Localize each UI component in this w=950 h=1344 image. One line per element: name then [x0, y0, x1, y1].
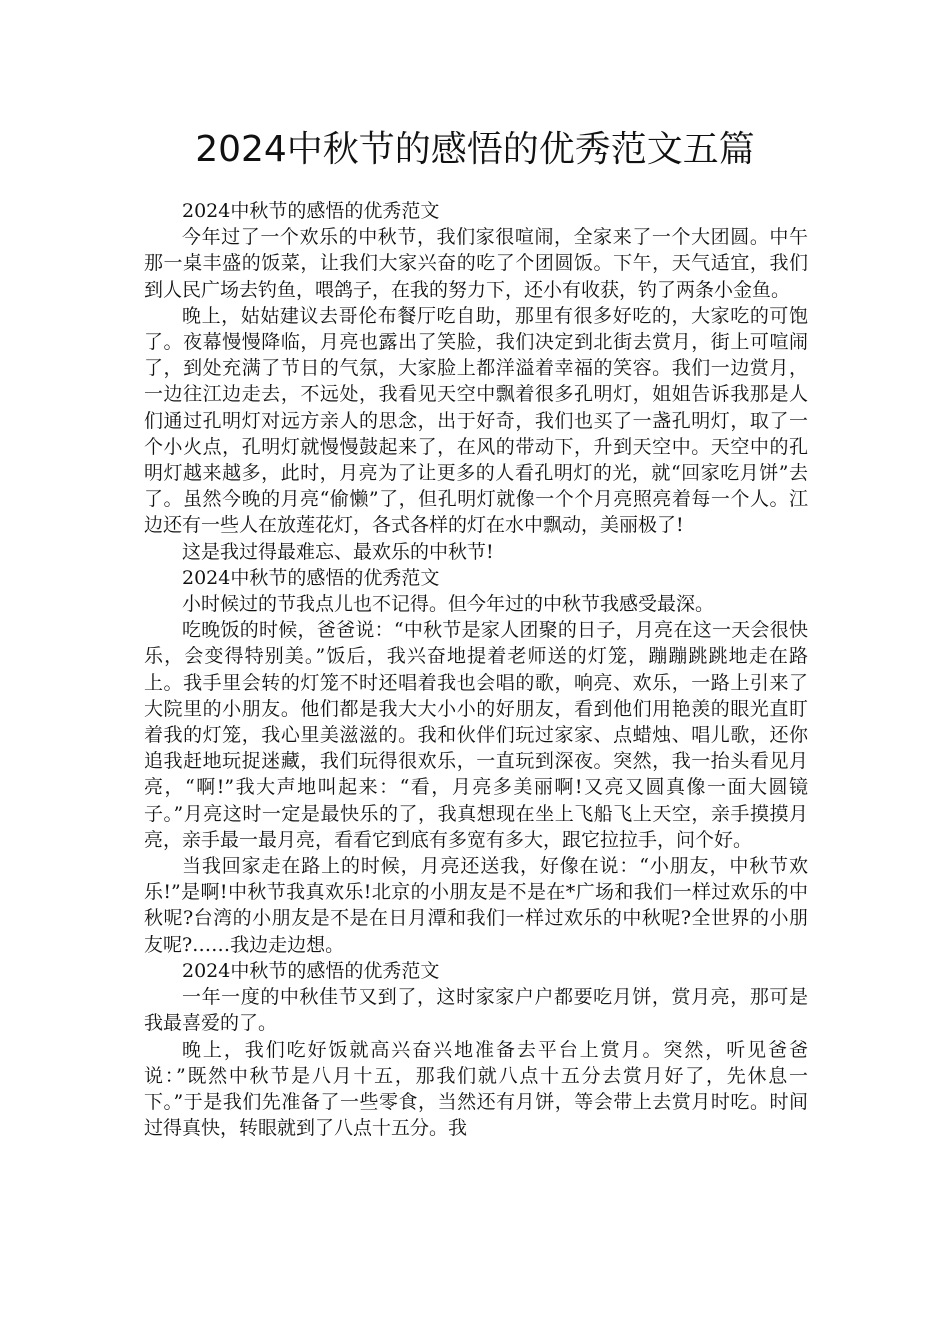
paragraph: 一年一度的中秋佳节又到了，这时家家户户都要吃月饼，赏月亮，那可是我最喜爱的了。: [144, 986, 808, 1035]
section-heading: 2024中秋节的感悟的优秀范文: [182, 959, 440, 982]
document-body: [144, 198, 808, 1141]
paragraph: 这是我过得最难忘、最欢乐的中秋节!: [182, 540, 494, 563]
section-heading: 2024中秋节的感悟的优秀范文: [182, 566, 440, 589]
paragraph: 吃晚饭的时候，爸爸说：“中秋节是家人团聚的日子，月亮在这一天会很快乐，会变得特别美。”饭后，我兴奋地提着老师送的灯笼，蹦蹦跳跳地走在路上。我手里会转的灯笼不时还唱着我也会唱的歌，响亮、欢乐，一路上引来了大院里的小朋友。他们都是我大大小小的好朋友，看到他们用艳羡的眼光直盯着我的灯笼，我心里美滋滋的。我和伙伴们玩过家家、点蜡烛、唱儿歌，还你追我赶地玩捉迷藏，我们玩得很欢乐，一直玩到深夜。突然，我一抬头看见月亮，“啊!”我大声地叫起来：“看，月亮多美丽啊!又亮又圆真像一面大圆镜子。”月亮这时一定是最快乐的了，我真想现在坐上飞船飞上天空，亲手摸摸月亮，亲手最一最月亮，看看它到底有多宽有多大，跟它拉拉手，问个好。: [144, 619, 808, 851]
paragraph: 当我回家走在路上的时候，月亮还送我，好像在说：“小朋友，中秋节欢乐!”是啊!中秋节我真欢乐!北京的小朋友是不是在*广场和我们一样过欢乐的中秋呢?台湾的小朋友是不是在日月潭和我们一样过欢乐的中秋呢?全世界的小朋友呢?……我边走边想。: [144, 855, 808, 956]
paragraph: 晚上，姑姑建议去哥伦布餐厅吃自助，那里有很多好吃的，大家吃的可饱了。夜幕慢慢降临，月亮也露出了笑脸，我们决定到北街去赏月，街上可喧闹了，到处充满了节日的气氛，大家脸上都洋溢着幸福的笑容。我们一边赏月，一边往江边走去，不远处，我看见天空中飘着很多孔明灯，姐姐告诉我那是人们通过孔明灯对远方亲人的思念，出于好奇，我们也买了一盏孔明灯，取了一个小火点，孔明灯就慢慢鼓起来了，在风的带动下，升到天空中。天空中的孔明灯越来越多，此时，月亮为了让更多的人看孔明灯的光，就“回家吃月饼”去了。虽然今晚的月亮“偷懒”了，但孔明灯就像一个个月亮照亮着每一个人。江边还有一些人在放莲花灯，各式各样的灯在水中飘动，美丽极了!: [144, 304, 808, 537]
paragraph: 晚上，我们吃好饭就高兴奋兴地准备去平台上赏月。突然，听见爸爸说：”既然中秋节是八月十五，那我们就八点十五分去赏月好了，先休息一下。”于是我们先准备了一些零食，当然还有月饼，等会带上去赏月时吃。时间过得真快，转眼就到了八点十五分。我: [144, 1038, 808, 1140]
section-heading: 2024中秋节的感悟的优秀范文: [182, 200, 440, 222]
paragraph: 小时候过的节我点儿也不记得。但今年过的中秋节我感受最深。: [182, 593, 715, 616]
paragraph: 今年过了一个欢乐的中秋节，我们家很喧闹，全家来了一个大团圆。中午那一桌丰盛的饭菜，让我们大家兴奋的吃了个团圆饭。下午，天气适宜，我们到人民广场去钓鱼，喂鸽子，在我的努力下，还小有收获，钓了两条小金鱼。: [144, 226, 808, 301]
document-title: 2024中秋节的感悟的优秀范文五篇: [195, 129, 755, 170]
